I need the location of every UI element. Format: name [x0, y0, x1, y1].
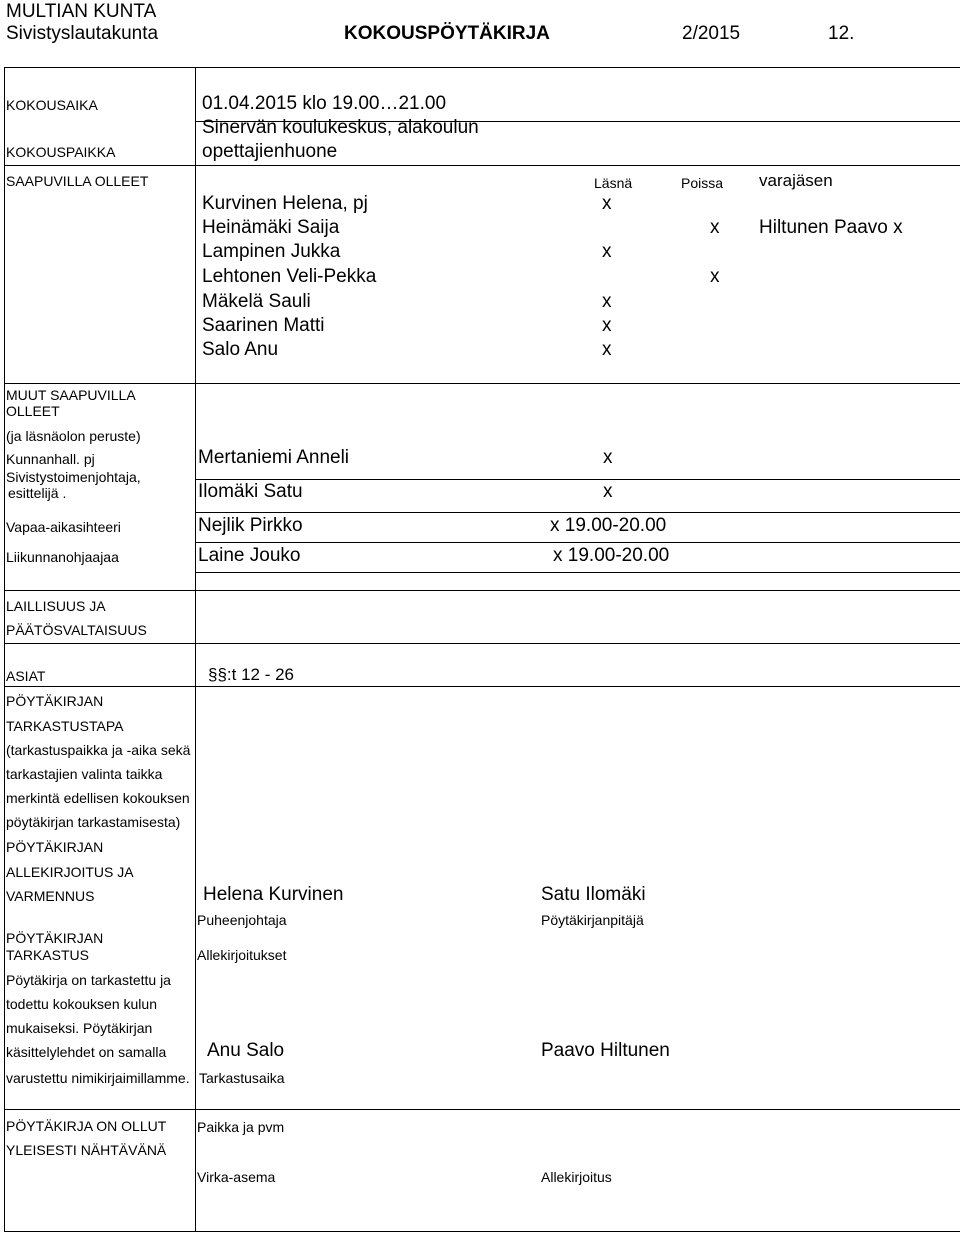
- secretary-role: Pöytäkirjanpitäjä: [541, 912, 644, 928]
- chair-role: Puheenjohtaja: [197, 912, 287, 928]
- legality-label-line2: PÄÄTÖSVALTAISUUS: [6, 622, 147, 638]
- other-attendee-name: Ilomäki Satu: [198, 481, 303, 502]
- other-attendee-role-cont: esittelijä .: [8, 485, 67, 501]
- position-label: Virka-asema: [197, 1169, 276, 1185]
- signature-label: Allekirjoitus: [541, 1169, 612, 1185]
- row-guide-line: [195, 512, 960, 513]
- meeting-time-label: KOKOUSAIKA: [6, 97, 98, 113]
- board-name: Sivistyslautakunta: [6, 23, 159, 44]
- review-method-line: tarkastajien valinta taikka: [6, 766, 163, 782]
- page-number: 12.: [828, 23, 855, 44]
- checking-text-line: todettu kokouksen kulun: [6, 996, 157, 1012]
- label-column-divider: [195, 67, 196, 1231]
- section-divider: [4, 643, 960, 644]
- others-label-line1: MUUT SAAPUVILLA: [6, 387, 136, 403]
- section-divider: [4, 1109, 960, 1110]
- meeting-time-value: 01.04.2015 klo 19.00…21.00: [202, 93, 447, 114]
- review-method-line: pöytäkirjan tarkastamisesta): [6, 814, 181, 830]
- place-date-label: Paikka ja pvm: [197, 1119, 285, 1135]
- matters-label: ASIAT: [6, 668, 46, 684]
- other-attendee-mark: x: [603, 481, 613, 502]
- meeting-place-line2: opettajienhuone: [202, 141, 338, 162]
- section-divider: [4, 165, 960, 166]
- deputy-column-header: varajäsen: [759, 171, 833, 190]
- other-attendee-role: Kunnanhall. pj: [6, 451, 95, 467]
- frame-bottom-line: [4, 1231, 960, 1232]
- other-attendee-role: Vapaa-aikasihteeri: [6, 519, 121, 535]
- review-method-line: PÖYTÄKIRJAN: [6, 693, 104, 709]
- member-absent-mark: x: [710, 266, 720, 287]
- meeting-place-label: KOKOUSPAIKKA: [6, 144, 116, 160]
- other-attendee-name: Laine Jouko: [198, 545, 301, 566]
- document-number: 2/2015: [682, 23, 741, 44]
- checking-text-line: varustettu nimikirjaimillamme.: [6, 1070, 190, 1086]
- secretary-name: Satu Ilomäki: [541, 884, 646, 905]
- frame-left-line: [4, 67, 5, 1231]
- other-attendee-name: Nejlik Pirkko: [198, 515, 303, 536]
- member-present-mark: x: [602, 241, 612, 262]
- row-guide-line: [195, 542, 960, 543]
- member-name: Lampinen Jukka: [202, 241, 341, 262]
- municipality-name: MULTIAN KUNTA: [6, 1, 157, 22]
- present-column-header: Läsnä: [594, 175, 633, 191]
- absent-column-header: Poissa: [681, 175, 724, 191]
- checkers-role: Tarkastusaika: [199, 1070, 285, 1086]
- document-title: KOKOUSPÖYTÄKIRJA: [344, 23, 550, 44]
- other-attendee-name: Mertaniemi Anneli: [198, 447, 350, 468]
- review-method-line: (tarkastuspaikka ja -aika sekä: [6, 742, 191, 758]
- checking-text-line: käsittelylehdet on samalla: [6, 1044, 167, 1060]
- checker-name: Anu Salo: [207, 1040, 285, 1061]
- signing-label-line1: PÖYTÄKIRJAN: [6, 839, 104, 855]
- checking-text-line: mukaiseksi. Pöytäkirjan: [6, 1020, 153, 1036]
- member-absent-mark: x: [710, 217, 720, 238]
- member-name: Heinämäki Saija: [202, 217, 340, 238]
- checking-label-line2: TARKASTUS: [6, 947, 89, 963]
- section-divider: [4, 686, 960, 687]
- public-display-label-line1: PÖYTÄKIRJA ON OLLUT: [6, 1118, 167, 1134]
- other-attendee-mark: x 19.00-20.00: [550, 515, 667, 536]
- legality-label-line1: LAILLISUUS JA: [6, 598, 106, 614]
- section-divider: [4, 590, 960, 591]
- member-name: Salo Anu: [202, 339, 279, 360]
- checking-label-line1: PÖYTÄKIRJAN: [6, 930, 104, 946]
- other-attendee-role: Sivistystoimenjohtaja,: [6, 469, 141, 485]
- row-guide-line: [195, 479, 960, 480]
- member-present-mark: x: [602, 339, 612, 360]
- attendance-label: SAAPUVILLA OLLEET: [6, 173, 149, 189]
- checker-name: Paavo Hiltunen: [541, 1040, 670, 1061]
- member-present-mark: x: [602, 315, 612, 336]
- matters-value: §§:t 12 - 26: [208, 665, 295, 684]
- chair-name: Helena Kurvinen: [203, 884, 344, 905]
- checking-text-line: Pöytäkirja on tarkastettu ja: [6, 972, 171, 988]
- signatures-label: Allekirjoitukset: [197, 947, 287, 963]
- frame-top-line: [4, 67, 960, 68]
- member-name: Lehtonen Veli-Pekka: [202, 266, 377, 287]
- row-guide-line: [195, 572, 960, 573]
- public-display-label-line2: YLEISESTI NÄHTÄVÄNÄ: [6, 1142, 167, 1158]
- other-attendee-mark: x: [603, 447, 613, 468]
- member-deputy: Hiltunen Paavo x: [759, 217, 903, 238]
- signing-label-line3: VARMENNUS: [6, 888, 95, 904]
- meeting-place-line1: Sinervän koulukeskus, alakoulun: [202, 117, 479, 138]
- member-present-mark: x: [602, 193, 612, 214]
- member-name: Mäkelä Sauli: [202, 291, 311, 312]
- member-present-mark: x: [602, 291, 612, 312]
- review-method-line: merkintä edellisen kokouksen: [6, 790, 190, 806]
- others-label-line3: (ja läsnäolon peruste): [6, 428, 141, 444]
- signing-label-line2: ALLEKIRJOITUS JA: [6, 864, 134, 880]
- review-method-line: TARKASTUSTAPA: [6, 718, 124, 734]
- other-attendee-role: Liikunnanohjaajaa: [6, 549, 119, 565]
- section-divider: [4, 383, 960, 384]
- member-name: Kurvinen Helena, pj: [202, 193, 368, 214]
- other-attendee-mark: x 19.00-20.00: [553, 545, 670, 566]
- others-label-line2: OLLEET: [6, 403, 60, 419]
- member-name: Saarinen Matti: [202, 315, 325, 336]
